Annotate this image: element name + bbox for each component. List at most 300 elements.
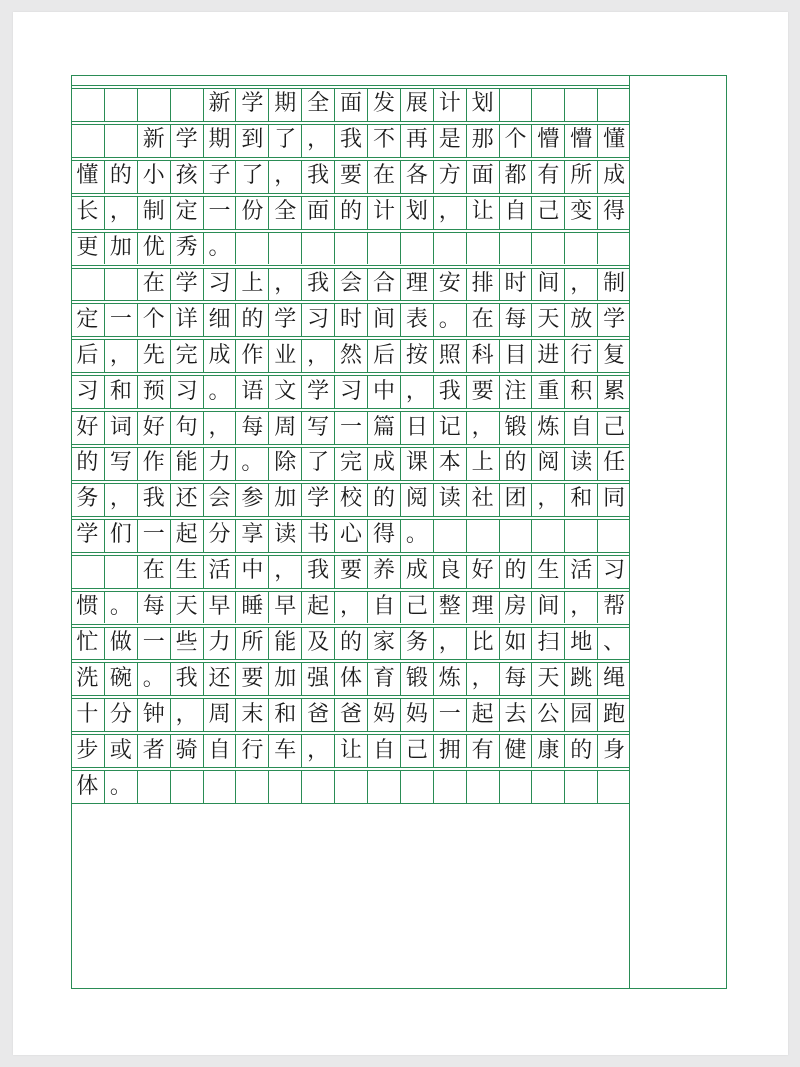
grid-character: 起 bbox=[307, 594, 330, 620]
grid-character: 习 bbox=[208, 270, 231, 296]
grid-character: 地 bbox=[570, 629, 593, 655]
grid-cell bbox=[499, 447, 532, 480]
grid-character: 的 bbox=[340, 199, 363, 225]
grid-cell bbox=[400, 339, 433, 372]
grid-character: 家 bbox=[372, 629, 395, 655]
grid-cell bbox=[400, 483, 433, 516]
grid-cell bbox=[301, 662, 334, 695]
grid-cell bbox=[531, 411, 564, 444]
grid-cell bbox=[104, 303, 137, 336]
grid-cell bbox=[466, 519, 499, 552]
grid-cell bbox=[367, 411, 400, 444]
grid-cell bbox=[71, 555, 104, 588]
grid-cell bbox=[235, 124, 268, 157]
grid-cell bbox=[235, 519, 268, 552]
grid-character: 了 bbox=[241, 163, 264, 189]
grid-character: 学 bbox=[307, 378, 330, 404]
grid-character: 重 bbox=[537, 378, 560, 404]
grid-character: 的 bbox=[76, 450, 99, 476]
grid-character: 语 bbox=[241, 378, 264, 404]
grid-cell bbox=[301, 88, 334, 121]
grid-character: ， bbox=[405, 378, 428, 404]
grid-cell bbox=[268, 411, 301, 444]
grid-cell bbox=[499, 770, 532, 803]
grid-character: 在 bbox=[142, 558, 165, 584]
grid-character: ， bbox=[340, 594, 363, 620]
text-row bbox=[71, 519, 630, 552]
grid-character: 加 bbox=[274, 486, 297, 512]
grid-cell bbox=[235, 591, 268, 624]
grid-character: 的 bbox=[504, 558, 527, 584]
grid-cell bbox=[71, 160, 104, 193]
grid-cell bbox=[71, 627, 104, 660]
grid-character: 绳 bbox=[603, 665, 626, 691]
grid-cell bbox=[531, 627, 564, 660]
grid-character: 扫 bbox=[537, 629, 560, 655]
row-divider bbox=[71, 336, 630, 337]
grid-cell bbox=[400, 232, 433, 265]
text-row bbox=[71, 555, 630, 588]
grid-character: 。 bbox=[241, 450, 264, 476]
grid-cell bbox=[137, 160, 170, 193]
grid-cell bbox=[400, 591, 433, 624]
grid-cell bbox=[301, 627, 334, 660]
grid-cell bbox=[301, 196, 334, 229]
grid-cell bbox=[334, 519, 367, 552]
grid-cell bbox=[499, 555, 532, 588]
grid-cell bbox=[235, 196, 268, 229]
grid-cell bbox=[367, 447, 400, 480]
grid-character: 详 bbox=[175, 306, 198, 332]
grid-character: 校 bbox=[340, 486, 363, 512]
grid-cell bbox=[367, 770, 400, 803]
grid-character: 了 bbox=[274, 127, 297, 153]
text-row bbox=[71, 88, 630, 121]
grid-cell bbox=[268, 591, 301, 624]
grid-character: 好 bbox=[142, 414, 165, 440]
grid-character: 更 bbox=[76, 235, 99, 261]
grid-cell bbox=[235, 770, 268, 803]
grid-cell bbox=[203, 268, 236, 301]
grid-character: 读 bbox=[438, 486, 461, 512]
grid-cell bbox=[466, 375, 499, 408]
grid-character: 新 bbox=[142, 127, 165, 153]
grid-character: 间 bbox=[537, 270, 560, 296]
grid-cell bbox=[137, 698, 170, 731]
grid-cell bbox=[203, 519, 236, 552]
grid-cell bbox=[170, 124, 203, 157]
grid-character: 自 bbox=[570, 414, 593, 440]
grid-cell bbox=[499, 303, 532, 336]
grid-character: 碗 bbox=[109, 665, 132, 691]
grid-character: 中 bbox=[372, 378, 395, 404]
grid-cell bbox=[235, 88, 268, 121]
grid-character: 要 bbox=[340, 163, 363, 189]
grid-cell bbox=[104, 698, 137, 731]
grid-cell bbox=[301, 770, 334, 803]
grid-character: 天 bbox=[537, 306, 560, 332]
grid-cell bbox=[564, 339, 597, 372]
grid-cell bbox=[499, 232, 532, 265]
grid-cell bbox=[301, 411, 334, 444]
text-row bbox=[71, 627, 630, 660]
grid-cell bbox=[433, 268, 466, 301]
grid-cell bbox=[466, 160, 499, 193]
row-divider bbox=[71, 85, 630, 86]
grid-cell bbox=[367, 627, 400, 660]
grid-character: 安 bbox=[438, 270, 461, 296]
grid-cell bbox=[104, 268, 137, 301]
grid-cell bbox=[367, 232, 400, 265]
grid-cell bbox=[137, 196, 170, 229]
grid-character: 我 bbox=[438, 378, 461, 404]
grid-cell bbox=[301, 555, 334, 588]
grid-cell bbox=[203, 770, 236, 803]
grid-character: 在 bbox=[142, 270, 165, 296]
grid-character: 己 bbox=[603, 414, 626, 440]
grid-character: 习 bbox=[603, 558, 626, 584]
grid-cell bbox=[203, 627, 236, 660]
grid-character: 在 bbox=[471, 306, 494, 332]
grid-cell bbox=[235, 268, 268, 301]
grid-cell bbox=[268, 734, 301, 767]
grid-character: 照 bbox=[438, 342, 461, 368]
grid-cell bbox=[301, 519, 334, 552]
grid-character: 方 bbox=[438, 163, 461, 189]
grid-character: 定 bbox=[175, 199, 198, 225]
grid-cell bbox=[367, 303, 400, 336]
grid-character: 阅 bbox=[405, 486, 428, 512]
grid-cell bbox=[71, 483, 104, 516]
grid-cell bbox=[268, 698, 301, 731]
grid-cell bbox=[137, 662, 170, 695]
grid-cell bbox=[499, 268, 532, 301]
grid-cell bbox=[597, 591, 630, 624]
grid-character: 有 bbox=[537, 163, 560, 189]
grid-character: 还 bbox=[175, 486, 198, 512]
grid-character: ， bbox=[208, 414, 231, 440]
grid-cell bbox=[400, 770, 433, 803]
grid-character: 科 bbox=[471, 342, 494, 368]
grid-character: 健 bbox=[504, 737, 527, 763]
grid-character: 计 bbox=[438, 91, 461, 117]
grid-character: 我 bbox=[307, 163, 330, 189]
grid-character: 课 bbox=[405, 450, 428, 476]
grid-cell bbox=[203, 447, 236, 480]
text-row bbox=[71, 232, 630, 265]
grid-cell bbox=[531, 268, 564, 301]
grid-character: 妈 bbox=[372, 701, 395, 727]
grid-cell bbox=[268, 339, 301, 372]
grid-cell bbox=[597, 124, 630, 157]
grid-cell bbox=[104, 196, 137, 229]
grid-character: ， bbox=[307, 737, 330, 763]
grid-cell bbox=[334, 232, 367, 265]
grid-character: 爸 bbox=[307, 701, 330, 727]
row-divider bbox=[71, 157, 630, 158]
grid-character: 制 bbox=[603, 270, 626, 296]
grid-character: 和 bbox=[109, 378, 132, 404]
grid-character: 。 bbox=[438, 306, 461, 332]
grid-character: 同 bbox=[603, 486, 626, 512]
grid-cell bbox=[597, 303, 630, 336]
grid-cell bbox=[367, 698, 400, 731]
grid-character: 期 bbox=[208, 127, 231, 153]
grid-character: 进 bbox=[537, 342, 560, 368]
grid-character: ， bbox=[175, 701, 198, 727]
grid-cell bbox=[203, 375, 236, 408]
grid-character: 划 bbox=[471, 91, 494, 117]
grid-character: 末 bbox=[241, 701, 264, 727]
grid-character: 个 bbox=[504, 127, 527, 153]
grid-character: 孩 bbox=[175, 163, 198, 189]
grid-cell bbox=[499, 375, 532, 408]
grid-cell bbox=[531, 555, 564, 588]
grid-character: 让 bbox=[471, 199, 494, 225]
grid-character: 期 bbox=[274, 91, 297, 117]
grid-character: 按 bbox=[405, 342, 428, 368]
grid-character: 上 bbox=[471, 450, 494, 476]
grid-cell bbox=[137, 411, 170, 444]
grid-character: 习 bbox=[340, 378, 363, 404]
text-row bbox=[71, 303, 630, 336]
grid-character: 做 bbox=[109, 629, 132, 655]
grid-character: ， bbox=[570, 270, 593, 296]
grid-character: 展 bbox=[405, 91, 428, 117]
row-divider bbox=[71, 659, 630, 660]
grid-cell bbox=[531, 303, 564, 336]
grid-cell bbox=[170, 232, 203, 265]
grid-cell bbox=[564, 268, 597, 301]
grid-cell bbox=[400, 447, 433, 480]
grid-cell bbox=[235, 698, 268, 731]
grid-cell bbox=[597, 770, 630, 803]
grid-character: 天 bbox=[537, 665, 560, 691]
grid-character: 团 bbox=[504, 486, 527, 512]
grid-cell bbox=[564, 232, 597, 265]
grid-character: 公 bbox=[537, 701, 560, 727]
grid-cell bbox=[334, 770, 367, 803]
grid-cell bbox=[597, 196, 630, 229]
grid-cell bbox=[104, 662, 137, 695]
grid-cell bbox=[499, 698, 532, 731]
text-row bbox=[71, 124, 630, 157]
grid-cell bbox=[334, 196, 367, 229]
grid-character: 上 bbox=[241, 270, 264, 296]
grid-cell bbox=[268, 160, 301, 193]
grid-character: 懂 bbox=[76, 163, 99, 189]
grid-cell bbox=[71, 88, 104, 121]
grid-character: ， bbox=[109, 486, 132, 512]
grid-cell bbox=[466, 303, 499, 336]
grid-character: 会 bbox=[208, 486, 231, 512]
grid-character: 能 bbox=[274, 629, 297, 655]
grid-character: ， bbox=[438, 629, 461, 655]
grid-character: 的 bbox=[372, 486, 395, 512]
grid-cell bbox=[400, 734, 433, 767]
grid-character: 务 bbox=[76, 486, 99, 512]
grid-character: 时 bbox=[340, 306, 363, 332]
grid-character: 间 bbox=[537, 594, 560, 620]
grid-character: 面 bbox=[471, 163, 494, 189]
grid-character: ， bbox=[109, 199, 132, 225]
grid-cell bbox=[597, 339, 630, 372]
text-row bbox=[71, 698, 630, 731]
grid-character: 学 bbox=[175, 127, 198, 153]
grid-cell bbox=[367, 483, 400, 516]
grid-cell bbox=[104, 447, 137, 480]
grid-cell bbox=[499, 88, 532, 121]
grid-character: 子 bbox=[208, 163, 231, 189]
grid-cell bbox=[137, 232, 170, 265]
grid-character: 的 bbox=[570, 737, 593, 763]
grid-character: 份 bbox=[241, 199, 264, 225]
row-divider bbox=[71, 624, 630, 625]
grid-cell bbox=[531, 662, 564, 695]
grid-cell bbox=[268, 483, 301, 516]
grid-cell bbox=[170, 160, 203, 193]
grid-cell bbox=[170, 375, 203, 408]
grid-character: 篇 bbox=[372, 414, 395, 440]
text-row bbox=[71, 662, 630, 695]
grid-cell bbox=[400, 375, 433, 408]
grid-cell bbox=[203, 124, 236, 157]
grid-cell bbox=[137, 375, 170, 408]
grid-cell bbox=[597, 519, 630, 552]
grid-cell bbox=[499, 519, 532, 552]
grid-cell bbox=[203, 734, 236, 767]
grid-cell bbox=[499, 591, 532, 624]
row-divider bbox=[71, 408, 630, 409]
grid-cell bbox=[301, 124, 334, 157]
grid-character: 加 bbox=[274, 665, 297, 691]
grid-character: 己 bbox=[405, 594, 428, 620]
grid-character: 有 bbox=[471, 737, 494, 763]
grid-cell bbox=[170, 303, 203, 336]
grid-cell bbox=[203, 160, 236, 193]
grid-cell bbox=[433, 447, 466, 480]
grid-cell bbox=[466, 232, 499, 265]
grid-cell bbox=[531, 375, 564, 408]
grid-cell bbox=[104, 483, 137, 516]
grid-character: 我 bbox=[307, 270, 330, 296]
grid-character: 本 bbox=[438, 450, 461, 476]
grid-cell bbox=[268, 375, 301, 408]
grid-character: 房 bbox=[504, 594, 527, 620]
row-divider bbox=[71, 300, 630, 301]
grid-character: 全 bbox=[274, 199, 297, 225]
grid-cell bbox=[466, 555, 499, 588]
grid-character: 面 bbox=[340, 91, 363, 117]
grid-cell bbox=[334, 483, 367, 516]
grid-character: ， bbox=[471, 665, 494, 691]
grid-character: 锻 bbox=[405, 665, 428, 691]
grid-character: 后 bbox=[76, 342, 99, 368]
grid-cell bbox=[235, 447, 268, 480]
grid-cell bbox=[235, 627, 268, 660]
grid-character: 惯 bbox=[76, 594, 99, 620]
grid-character: 排 bbox=[471, 270, 494, 296]
grid-cell bbox=[564, 124, 597, 157]
grid-character: ， bbox=[109, 342, 132, 368]
grid-cell bbox=[531, 519, 564, 552]
grid-cell bbox=[367, 268, 400, 301]
grid-character: 和 bbox=[274, 701, 297, 727]
grid-cell bbox=[466, 627, 499, 660]
grid-character: 时 bbox=[504, 270, 527, 296]
grid-character: 了 bbox=[307, 450, 330, 476]
grid-character: 作 bbox=[241, 342, 264, 368]
grid-cell bbox=[71, 591, 104, 624]
grid-cell bbox=[334, 160, 367, 193]
grid-character: 每 bbox=[241, 414, 264, 440]
grid-character: 词 bbox=[109, 414, 132, 440]
grid-cell bbox=[334, 627, 367, 660]
row-divider bbox=[71, 695, 630, 696]
grid-character: 面 bbox=[307, 199, 330, 225]
grid-cell bbox=[137, 339, 170, 372]
grid-cell bbox=[564, 627, 597, 660]
grid-character: 秀 bbox=[175, 235, 198, 261]
grid-cell bbox=[367, 88, 400, 121]
grid-character: 跑 bbox=[603, 701, 626, 727]
grid-cell bbox=[104, 591, 137, 624]
grid-character: 注 bbox=[504, 378, 527, 404]
grid-character: 阅 bbox=[537, 450, 560, 476]
grid-cell bbox=[203, 303, 236, 336]
grid-cell bbox=[301, 339, 334, 372]
grid-cell bbox=[466, 411, 499, 444]
text-row bbox=[71, 339, 630, 372]
grid-character: 学 bbox=[274, 306, 297, 332]
grid-character: 行 bbox=[241, 737, 264, 763]
grid-cell bbox=[268, 88, 301, 121]
grid-cell bbox=[400, 555, 433, 588]
grid-character: 懂 bbox=[603, 127, 626, 153]
grid-cell bbox=[334, 662, 367, 695]
grid-character: 爸 bbox=[340, 701, 363, 727]
grid-character: 能 bbox=[175, 450, 198, 476]
grid-character: 社 bbox=[471, 486, 494, 512]
grid-character: 些 bbox=[175, 629, 198, 655]
grid-cell bbox=[71, 519, 104, 552]
grid-cell bbox=[433, 339, 466, 372]
grid-cell bbox=[433, 124, 466, 157]
grid-cell bbox=[203, 88, 236, 121]
grid-character: 句 bbox=[175, 414, 198, 440]
grid-character: 锻 bbox=[504, 414, 527, 440]
grid-character: 成 bbox=[405, 558, 428, 584]
grid-character: 自 bbox=[504, 199, 527, 225]
grid-character: 我 bbox=[307, 558, 330, 584]
grid-cell bbox=[104, 339, 137, 372]
grid-cell bbox=[466, 770, 499, 803]
grid-cell bbox=[71, 375, 104, 408]
grid-cell bbox=[531, 734, 564, 767]
grid-character: 间 bbox=[372, 306, 395, 332]
text-row bbox=[71, 483, 630, 516]
grid-character: 一 bbox=[340, 414, 363, 440]
grid-cell bbox=[433, 88, 466, 121]
grid-character: 读 bbox=[570, 450, 593, 476]
grid-character: 发 bbox=[372, 91, 395, 117]
grid-cell bbox=[564, 662, 597, 695]
grid-cell bbox=[203, 698, 236, 731]
grid-cell bbox=[597, 447, 630, 480]
grid-cell bbox=[367, 555, 400, 588]
grid-character: 每 bbox=[504, 306, 527, 332]
text-row bbox=[71, 591, 630, 624]
